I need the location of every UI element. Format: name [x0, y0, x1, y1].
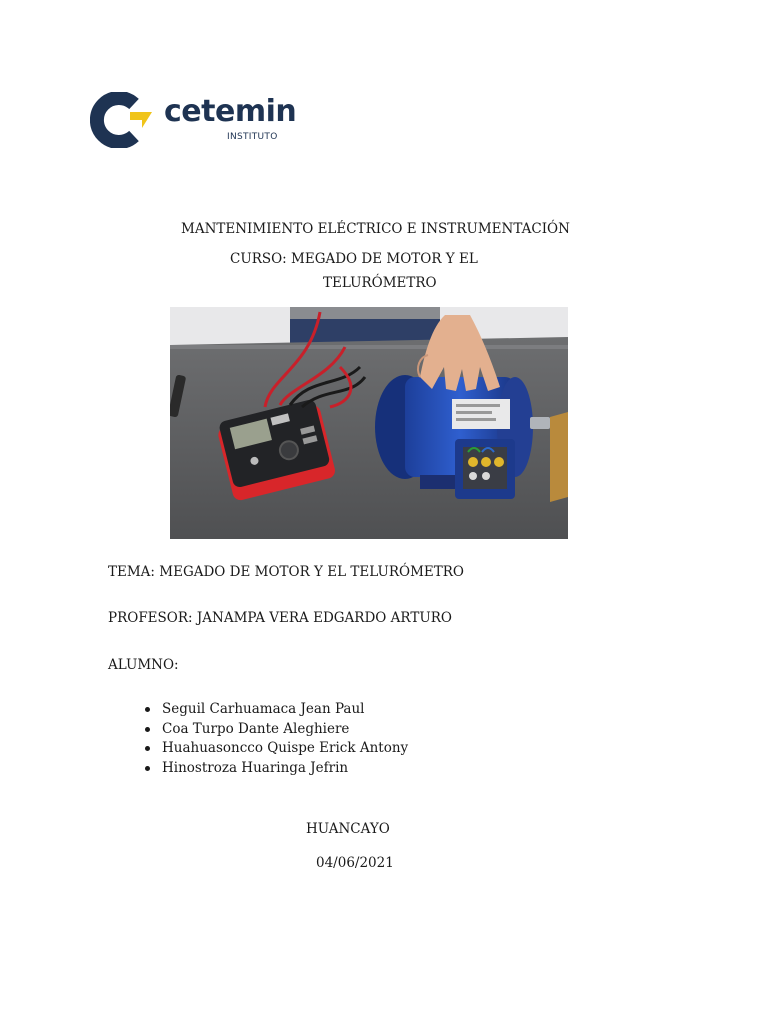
- list-item: Coa Turpo Dante Aleghiere: [145, 720, 408, 740]
- list-item: Hinostroza Huaringa Jefrin: [145, 759, 408, 779]
- student-label: ALUMNO:: [108, 657, 179, 673]
- cover-photo: [170, 307, 568, 539]
- date-label: 04/06/2021: [316, 855, 394, 871]
- list-item: Huahuasoncco Quispe Erick Antony: [145, 739, 408, 759]
- topic-line: TEMA: MEGADO DE MOTOR Y EL TELURÓMETRO: [108, 564, 464, 580]
- cetemin-logo-mark-icon: [90, 92, 154, 148]
- logo-subtitle: INSTITUTO: [227, 132, 278, 142]
- program-title: MANTENIMIENTO ELÉCTRICO E INSTRUMENTACIÓN: [181, 221, 570, 237]
- cetemin-logo: [90, 92, 297, 148]
- student-list: [145, 700, 408, 778]
- course-title-line2: TELURÓMETRO: [323, 275, 437, 291]
- logo-wordmark: cetemin: [164, 94, 297, 129]
- course-title-line1: CURSO: MEGADO DE MOTOR Y EL: [230, 251, 478, 267]
- city-label: HUANCAYO: [306, 821, 390, 837]
- list-item: Seguil Carhuamaca Jean Paul: [145, 700, 408, 720]
- professor-line: PROFESOR: JANAMPA VERA EDGARDO ARTURO: [108, 610, 452, 626]
